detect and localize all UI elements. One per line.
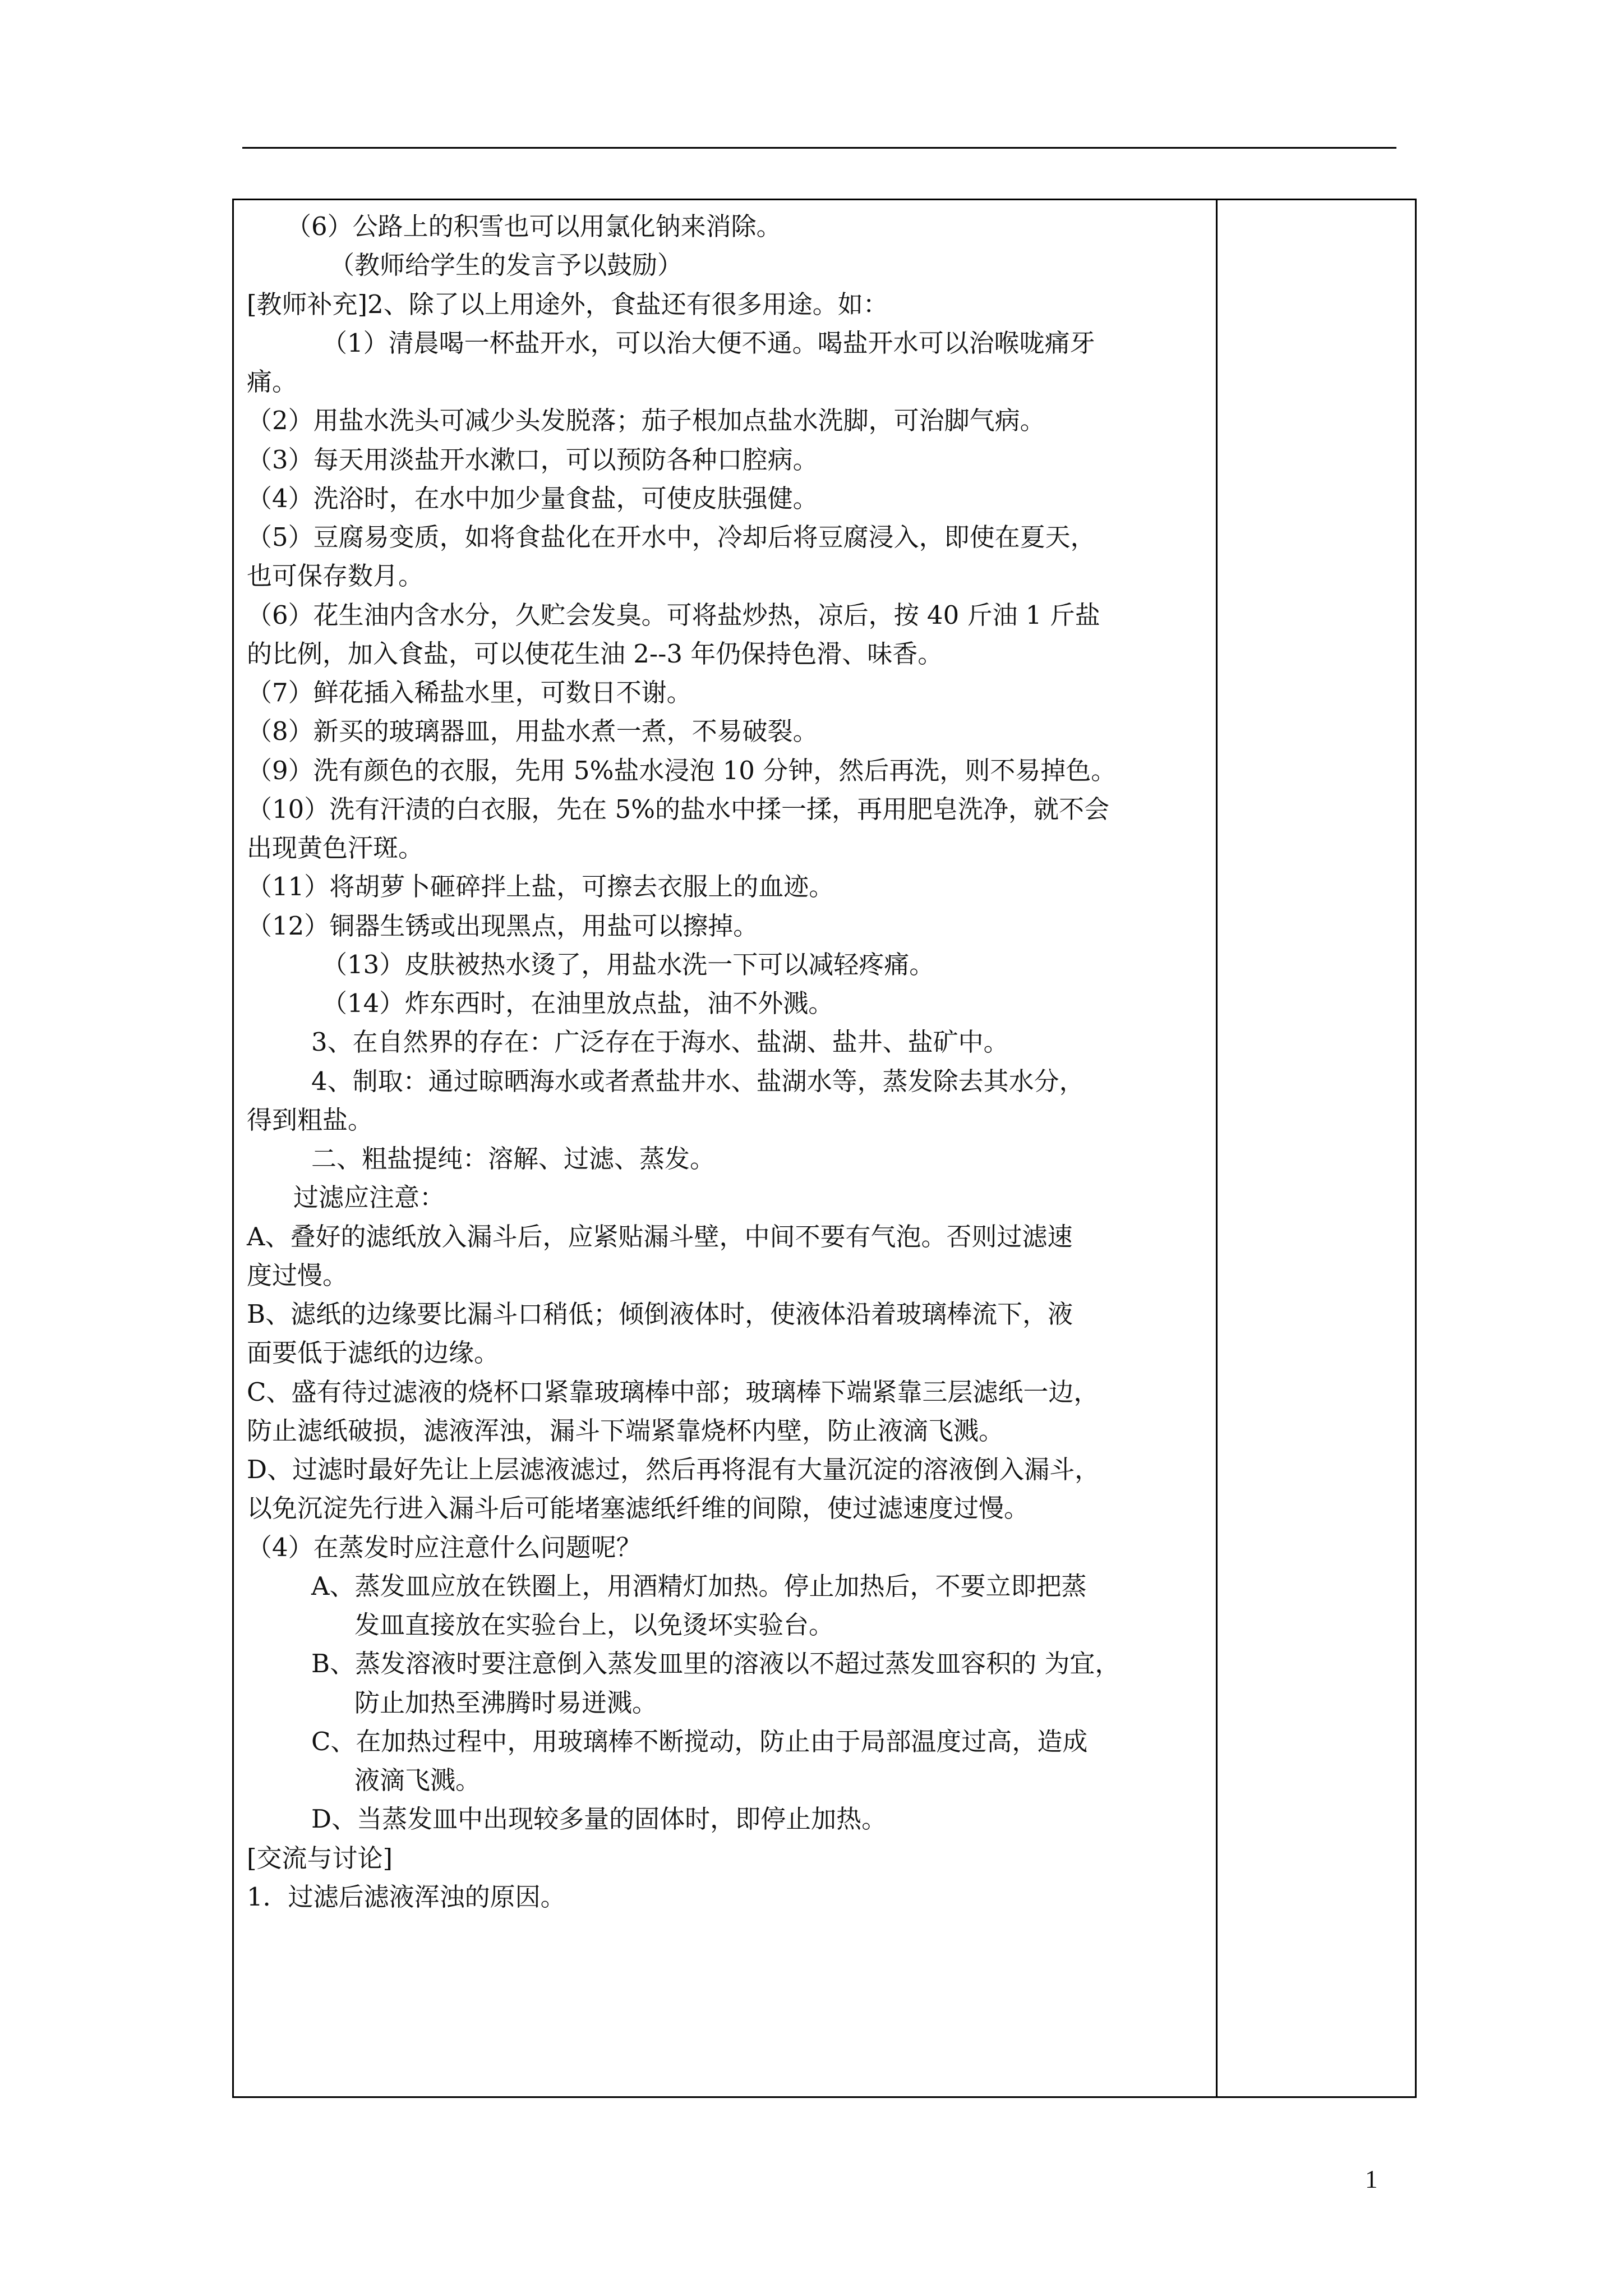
text-line: 痛。 bbox=[247, 367, 298, 397]
text-line: 防止加热至沸腾时易迸溅。 bbox=[354, 1688, 658, 1718]
text-line: 3、在自然界的存在：广泛存在于海水、盐湖、盐井、盐矿中。 bbox=[311, 1027, 1009, 1057]
text-line: 4、制取：通过晾晒海水或者煮盐井水、盐湖水等，蒸发除去其水分， bbox=[311, 1066, 1085, 1096]
text-line: 液滴飞溅。 bbox=[354, 1765, 481, 1795]
text-line: （教师给学生的发言予以鼓励） bbox=[329, 250, 683, 280]
column-divider bbox=[1216, 200, 1218, 2096]
text-line: （11）将胡萝卜砸碎拌上盐，可擦去衣服上的血迹。 bbox=[247, 872, 834, 901]
lesson-table bbox=[232, 199, 1417, 2098]
text-line: C、在加热过程中，用玻璃棒不断搅动，防止由于局部温度过高，造成 bbox=[311, 1727, 1088, 1756]
text-line: 过滤应注意： bbox=[293, 1182, 445, 1212]
text-line: 面要低于滤纸的边缘。 bbox=[247, 1338, 500, 1368]
text-line: D、过滤时最好先让上层滤液滤过，然后再将混有大量沉淀的溶液倒入漏斗， bbox=[247, 1455, 1100, 1484]
text-line: （9）洗有颜色的衣服，先用 5%盐水浸泡 10 分钟，然后再洗，则不易掉色。 bbox=[247, 756, 1117, 785]
text-line: （1）清晨喝一杯盐开水，可以治大便不通。喝盐开水可以治喉咙痛牙 bbox=[322, 328, 1095, 358]
text-line: 出现黄色汗斑。 bbox=[247, 833, 424, 863]
text-line: D、当蒸发皿中出现较多量的固体时，即停止加热。 bbox=[311, 1804, 887, 1834]
text-line: （4）洗浴时，在水中加少量食盐，可使皮肤强健。 bbox=[247, 484, 818, 513]
text-line: （12）铜器生锈或出现黑点，用盐可以擦掉。 bbox=[247, 911, 759, 941]
page-number: 1 bbox=[1365, 2165, 1378, 2193]
text-line: （4）在蒸发时应注意什么问题呢？ bbox=[247, 1533, 642, 1562]
text-line: C、盛有待过滤液的烧杯口紧靠玻璃棒中部；玻璃棒下端紧靠三层滤纸一边， bbox=[247, 1377, 1099, 1407]
text-line: （10）洗有汗渍的白衣服，先在 5%的盐水中揉一揉，再用肥皂洗净，就不会 bbox=[247, 794, 1109, 824]
text-line: （5）豆腐易变质，如将食盐化在开水中，冷却后将豆腐浸入，即使在夏天， bbox=[247, 522, 1096, 552]
text-line: A、蒸发皿应放在铁圈上，用酒精灯加热。停止加热后，不要立即把蒸 bbox=[311, 1571, 1087, 1601]
text-line: 1．过滤后滤液浑浊的原因。 bbox=[247, 1882, 566, 1912]
text-line: （14）炸东西时，在油里放点盐，油不外溅。 bbox=[322, 988, 834, 1018]
text-line: （8）新买的玻璃器皿，用盐水煮一煮，不易破裂。 bbox=[247, 716, 818, 746]
text-line: 以免沉淀先行进入漏斗后可能堵塞滤纸纤维的间隙，使过滤速度过慢。 bbox=[247, 1493, 1030, 1523]
text-line: （6）公路上的积雪也可以用氯化钠来消除。 bbox=[286, 211, 782, 241]
header-rule bbox=[242, 147, 1396, 149]
text-line: 度过慢。 bbox=[247, 1260, 348, 1290]
text-line: [教师补充]2、除了以上用途外，食盐还有很多用途。如： bbox=[247, 289, 888, 319]
text-line: （13）皮肤被热水烫了，用盐水洗一下可以减轻疼痛。 bbox=[322, 950, 935, 979]
text-line: A、叠好的滤纸放入漏斗后，应紧贴漏斗壁，中间不要有气泡。否则过滤速 bbox=[247, 1222, 1073, 1251]
text-line: （6）花生油内含水分，久贮会发臭。可将盐炒热，凉后，按 40 斤油 1 斤盐 bbox=[247, 600, 1100, 630]
text-line: 的比例，加入食盐，可以使花生油 2--3 年仍保持色滑、味香。 bbox=[247, 639, 943, 669]
text-line: B、蒸发溶液时要注意倒入蒸发皿里的溶液以不超过蒸发皿容积的 为宜， bbox=[311, 1649, 1121, 1678]
text-line: 二、粗盐提纯：溶解、过滤、蒸发。 bbox=[311, 1144, 716, 1174]
text-line: （3）每天用淡盐开水漱口，可以预防各种口腔病。 bbox=[247, 445, 818, 475]
text-line: 发皿直接放在实验台上，以免烫坏实验台。 bbox=[354, 1610, 834, 1640]
text-line: 得到粗盐。 bbox=[247, 1105, 374, 1135]
text-line: [交流与讨论] bbox=[247, 1843, 393, 1873]
text-line: B、滤纸的边缘要比漏斗口稍低；倾倒液体时，使液体沿着玻璃棒流下，液 bbox=[247, 1299, 1073, 1329]
text-line: 防止滤纸破损，滤液浑浊，漏斗下端紧靠烧杯内壁，防止液滴飞溅。 bbox=[247, 1416, 1004, 1446]
text-line: 也可保存数月。 bbox=[247, 561, 424, 591]
text-line: （7）鲜花插入稀盐水里，可数日不谢。 bbox=[247, 678, 692, 707]
text-line: （2）用盐水洗头可减少头发脱落；茄子根加点盐水洗脚，可治脚气病。 bbox=[247, 406, 1045, 435]
